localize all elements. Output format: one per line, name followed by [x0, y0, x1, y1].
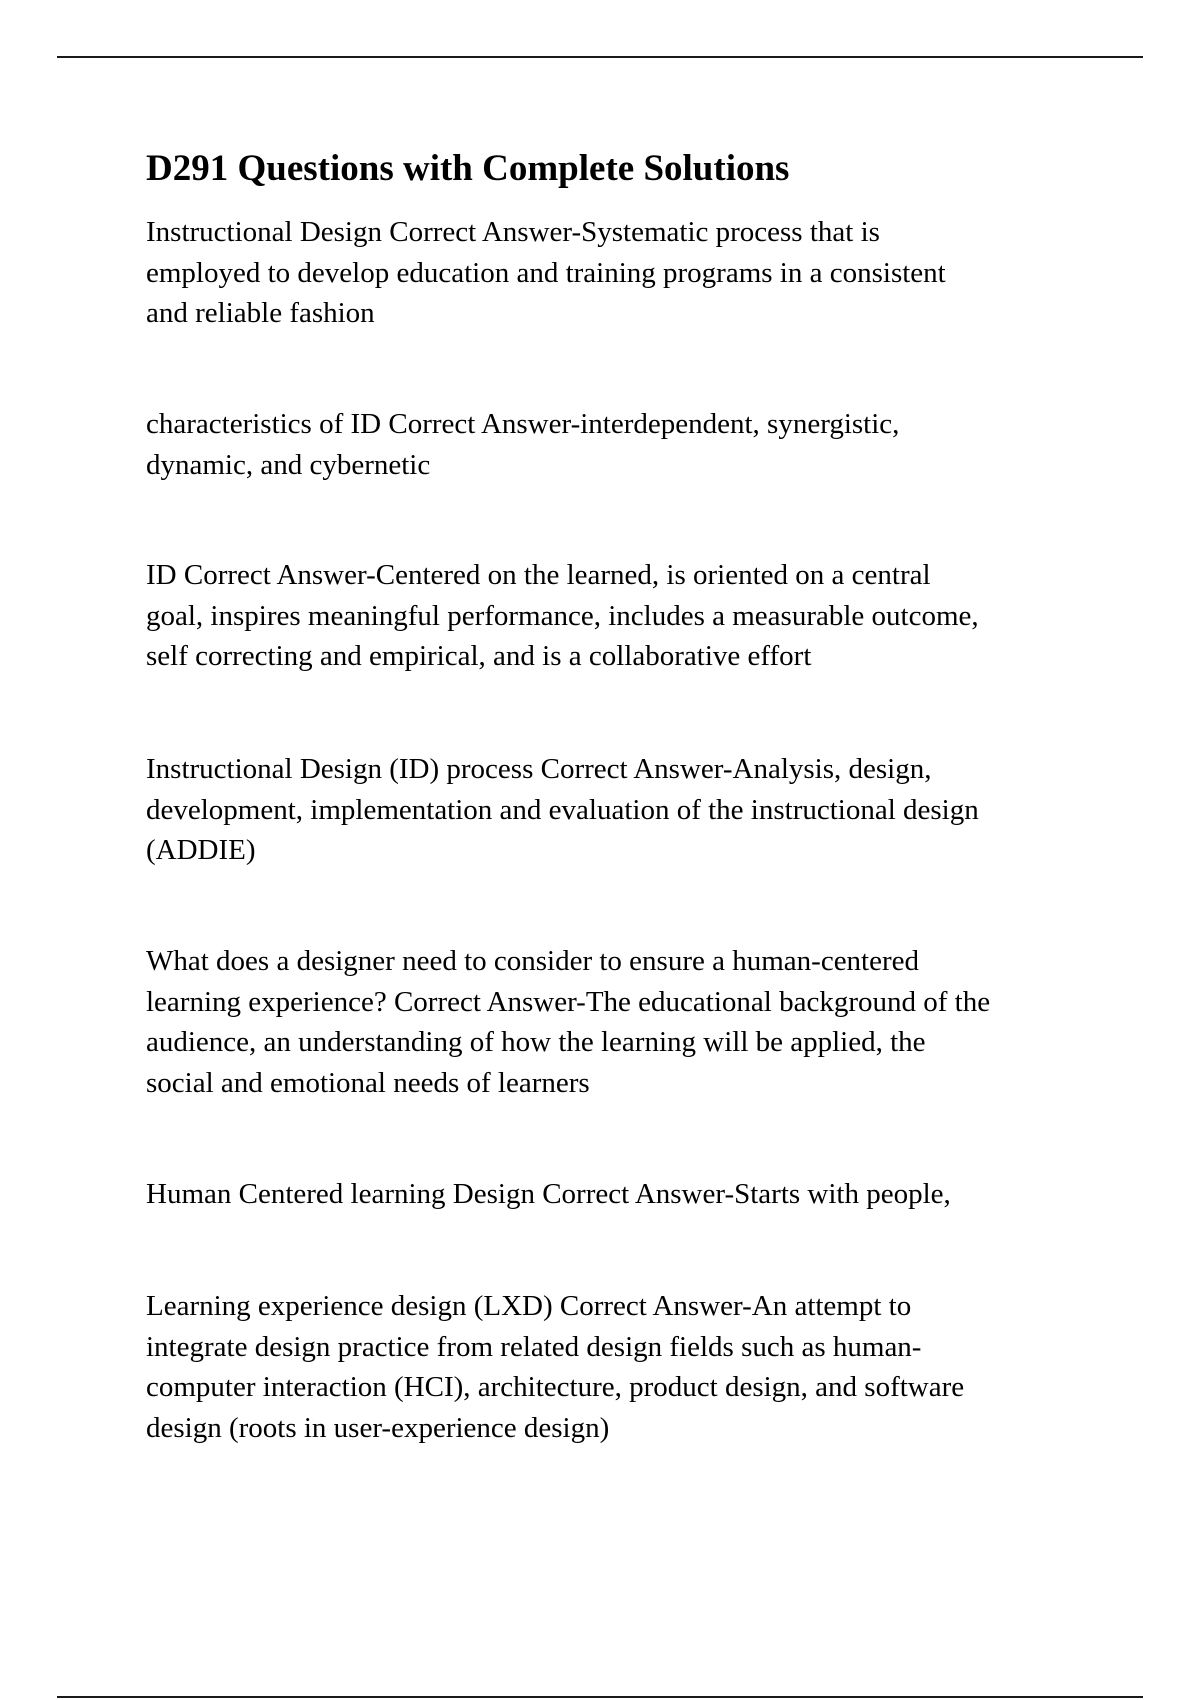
qa-entry-instructional-design [146, 212, 1086, 334]
entry-line: employed to develop education and training programs in a consistent [146, 256, 946, 289]
entry-line: goal, inspires meaningful performance, includes a measurable outcome, [146, 599, 979, 632]
document-title: D291 Questions with Complete Solutions [146, 148, 790, 189]
entry-line: audience, an understanding of how the learning will be applied, the [146, 1026, 926, 1058]
entry-line: ID Correct Answer-Centered on the learned, is oriented on a central [146, 559, 931, 591]
entry-line: (ADDIE) [146, 834, 256, 866]
entry-line: characteristics of ID Correct Answer-interdependent, synergistic, [146, 408, 900, 440]
footer-rule [57, 1696, 1143, 1698]
entry-line: design (roots in user-experience design) [146, 1411, 610, 1444]
header-rule [57, 56, 1143, 58]
entry-line: and reliable fashion [146, 297, 375, 329]
qa-entry-human-centered-considerations [146, 941, 1086, 1103]
entry-line: integrate design practice from related design fields such as human- [146, 1330, 922, 1363]
entry-line: Instructional Design Correct Answer-Systematic process that is [146, 216, 880, 248]
entry-line: development, implementation and evaluation of the instructional design [146, 793, 979, 826]
entry-line: social and emotional needs of learners [146, 1066, 590, 1099]
qa-entry-characteristics-of-id [146, 404, 1086, 485]
entry-line: computer interaction (HCI), architecture, product design, and software [146, 1371, 965, 1403]
entry-line: Learning experience design (LXD) Correct Answer-An attempt to [146, 1290, 912, 1322]
entry-line: What does a designer need to consider to ensure a human-centered [146, 945, 920, 977]
entry-line: Instructional Design (ID) process Correct Answer-Analysis, design, [146, 753, 932, 785]
qa-entry-human-centered-learning-design [146, 1174, 1086, 1215]
entry-line: dynamic, and cybernetic [146, 448, 431, 481]
qa-entry-id [146, 555, 1086, 677]
qa-entry-learning-experience-design [146, 1286, 1086, 1448]
entry-line: self correcting and empirical, and is a collaborative effort [146, 640, 812, 672]
entry-line: Human Centered learning Design Correct Answer-Starts with people, [146, 1178, 951, 1210]
qa-entry-id-process [146, 749, 1086, 871]
entry-line: learning experience? Correct Answer-The educational background of the [146, 985, 991, 1018]
